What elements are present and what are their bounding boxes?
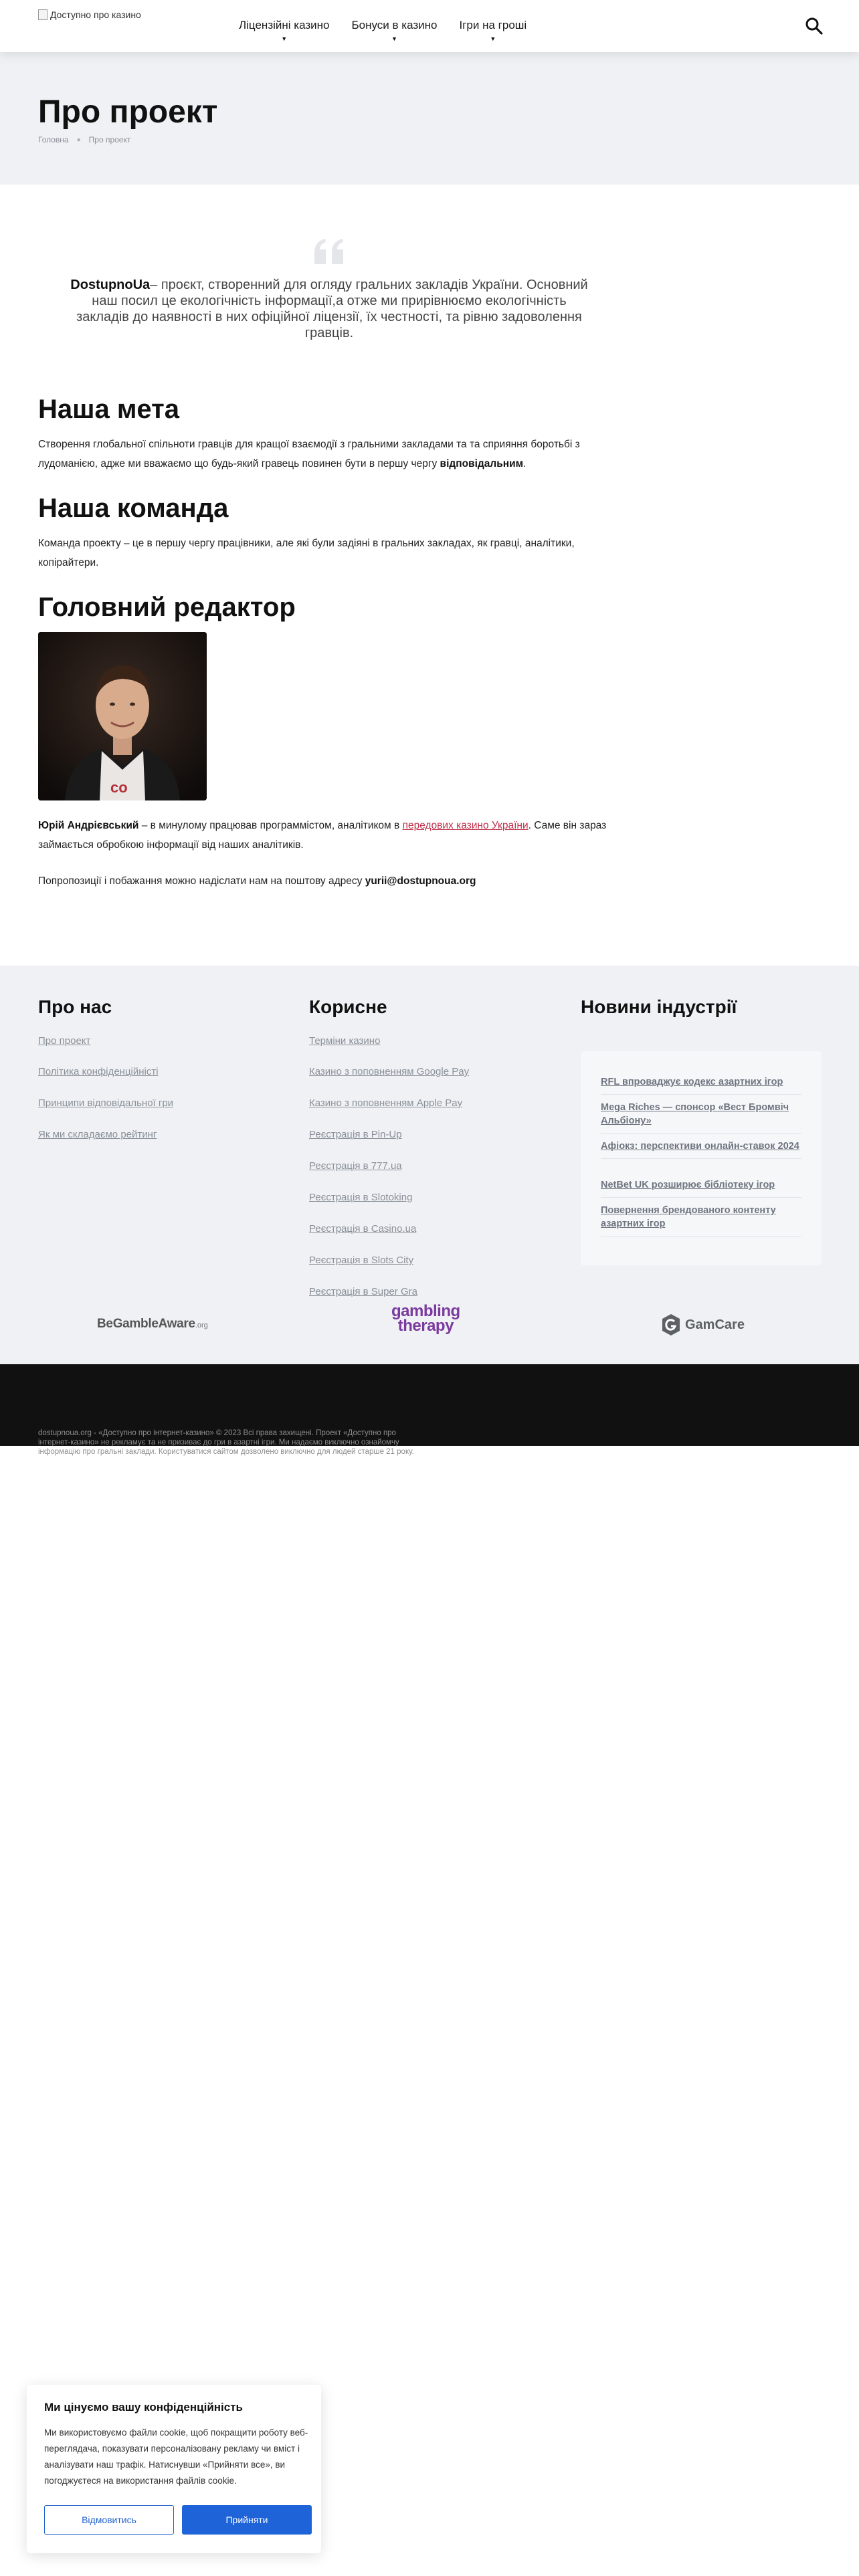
- footer-news-title: Новини індустрії: [581, 996, 737, 1017]
- footer-link-rating[interactable]: Як ми складаємо рейтинг: [38, 1129, 157, 1140]
- footer-link-slots-city[interactable]: Реєстрація в Slots City: [309, 1255, 414, 1266]
- goal-text: [38, 435, 620, 473]
- contact-body: Попропозиції і побажання можно надіслати нам на поштову адресу: [38, 875, 365, 887]
- footer-link-google-pay[interactable]: Казино з поповненням Google Pay: [309, 1066, 470, 1077]
- nav-item-label: Бонуси в казино: [351, 19, 438, 31]
- copyright-text: dostupnoua.org - «Доступно про інтернет-казино» © 2023 Всі права захищені. Проект «Доступно про інтернет-казино» не рекламує та не призиває до гри в азартні ігри. Ми надаємо виключно ознайомчу інформацію про гральні заклади. Користуватися сайтом дозволено виключно для людей старше 21 року.: [38, 1429, 414, 1456]
- cookie-title: Ми цінуємо вашу конфіденційність: [44, 2401, 244, 2413]
- caret-down-icon: ▼: [281, 35, 288, 42]
- footer-useful-title: Корисне: [309, 996, 387, 1017]
- intro-text: [67, 277, 591, 341]
- svg-text:co: co: [110, 779, 128, 796]
- goal-heading: Наша мета: [38, 395, 179, 424]
- nav-item-casino-bonuses[interactable]: [351, 19, 438, 42]
- gamcare-logo[interactable]: [661, 1313, 745, 1336]
- team-text: Команда проекту – це в першу чергу працівники, але які були задіяні в гральних закладах, як гравці, аналітики, копірайтери.: [38, 538, 575, 568]
- page-title: Про проект: [38, 94, 218, 130]
- goal-end: .: [523, 458, 527, 469]
- contact-email[interactable]: yurii@dostupnoua.org: [365, 875, 476, 887]
- nav-item-label: Ліцензійні казино: [239, 19, 330, 31]
- news-item[interactable]: RFL впроваджує кодекс азартних ігор: [601, 1075, 801, 1095]
- intro-brand: DostupnoUa: [70, 278, 151, 292]
- site-footer: [0, 966, 859, 1364]
- begambleaware-suffix: .org: [195, 1321, 208, 1329]
- breadcrumb-home[interactable]: Головна: [38, 135, 69, 144]
- begambleaware-text: BeGambleAware: [97, 1317, 195, 1331]
- footer-link-apple-pay[interactable]: Казино з поповненням Apple Pay: [309, 1097, 463, 1109]
- editor-photo: [38, 632, 207, 800]
- caret-down-icon: ▼: [391, 35, 397, 42]
- breadcrumb: [38, 135, 130, 144]
- intro-body: – проєкт, створенний для огляду гральних закладів України. Основний наш посил це екологічність інформації,а отже ми прирівнюємо екологічність закладів до наявності в них офіційної ліцензії, їх честності, та рівню задоволення гравців.: [76, 278, 588, 340]
- gambling-therapy-logo[interactable]: [391, 1304, 460, 1333]
- news-item[interactable]: Афіокз: перспективи онлайн-ставок 2024: [601, 1140, 801, 1159]
- footer-link-privacy[interactable]: Політика конфіденційністі: [38, 1066, 159, 1077]
- breadcrumb-separator-icon: ●: [76, 136, 81, 144]
- cookie-decline-button[interactable]: Відмовитись: [44, 2505, 174, 2535]
- main-nav: [239, 19, 527, 42]
- footer-link-slotoking[interactable]: Реєстрація в Slotoking: [309, 1192, 413, 1203]
- cookie-consent-banner: [27, 2385, 321, 2553]
- cookie-text: Ми використовуємо файли cookie, щоб покращити роботу веб-переглядача, показувати персоналізовану рекламу чи вміст і аналізувати наш трафік. Натиснувши «Прийняти все», ви погоджуєтеся на використання файлів cookie.: [44, 2428, 308, 2486]
- site-logo[interactable]: [38, 9, 172, 20]
- team-heading: Наша команда: [38, 494, 229, 523]
- search-icon: [804, 16, 824, 36]
- footer-link-pinup[interactable]: Реєстрація в Pin-Up: [309, 1129, 402, 1140]
- begambleaware-logo[interactable]: [97, 1317, 208, 1331]
- footer-link-super-gra[interactable]: Реєстрація в Super Gra: [309, 1286, 417, 1297]
- page-hero: [0, 52, 859, 185]
- nav-item-label: Ігри на гроші: [459, 19, 527, 31]
- gambling-therapy-text-2: therapy: [397, 1317, 454, 1335]
- goal-bold: відповідальним: [440, 458, 524, 469]
- footer-about-title: Про нас: [38, 996, 112, 1017]
- news-item[interactable]: Повернення брендованого контенту азартних ігор: [601, 1204, 801, 1237]
- cookie-accept-button[interactable]: Прийняти: [182, 2505, 312, 2535]
- caret-down-icon: ▼: [490, 35, 496, 42]
- news-card: [581, 1051, 822, 1265]
- news-item[interactable]: NetBet UK розширює бібліотеку ігор: [601, 1178, 801, 1198]
- footer-link-casino-ua[interactable]: Реєстрація в Casino.ua: [309, 1223, 417, 1235]
- site-header: [0, 0, 859, 52]
- gambling-therapy-text-1: gambling: [391, 1302, 460, 1320]
- news-item[interactable]: Mega Riches — спонсор «Вест Бромвіч Альбіону»: [601, 1101, 801, 1134]
- gamcare-text: GamCare: [685, 1317, 745, 1332]
- editor-text-2: . Саме він зараз займається обробкою інформації від наших аналітиків.: [38, 820, 607, 851]
- editor-name: Юрій Андрієвський: [38, 820, 139, 831]
- editor-text-1: – в минулому працював программістом, аналітиком в: [138, 820, 403, 831]
- editor-bio: [38, 816, 620, 855]
- footer-link-about[interactable]: Про проект: [38, 1035, 91, 1047]
- quote-icon: [312, 237, 347, 267]
- logo-alt-text: Доступно про казино: [50, 9, 141, 20]
- editor-heading: Головний редактор: [38, 593, 296, 622]
- top-casinos-link[interactable]: передових казино України: [402, 820, 529, 831]
- breadcrumb-current: Про проект: [88, 135, 131, 144]
- goal-body: Створення глобальної спільноти гравців для кращої взаємодії з гральними закладами та та сприяння боротьбі з лудоманією, адже ми вважаємо що будь-який гравець повинен бути в першу чергу: [38, 439, 580, 469]
- gamcare-g-icon: [661, 1313, 681, 1336]
- contact-text: [38, 871, 620, 891]
- nav-item-licensed-casinos[interactable]: [239, 19, 330, 42]
- nav-item-money-games[interactable]: [459, 19, 527, 42]
- footer-bottom-bar: [0, 1364, 859, 1456]
- footer-link-777[interactable]: Реєстрація в 777.ua: [309, 1160, 402, 1172]
- footer-link-casino-terms[interactable]: Терміни казино: [309, 1035, 381, 1047]
- editor-portrait-image: [38, 632, 207, 800]
- footer-link-responsible-play[interactable]: Принципи відповідальної гри: [38, 1097, 174, 1109]
- search-button[interactable]: [804, 16, 824, 36]
- broken-image-icon: [38, 9, 47, 20]
